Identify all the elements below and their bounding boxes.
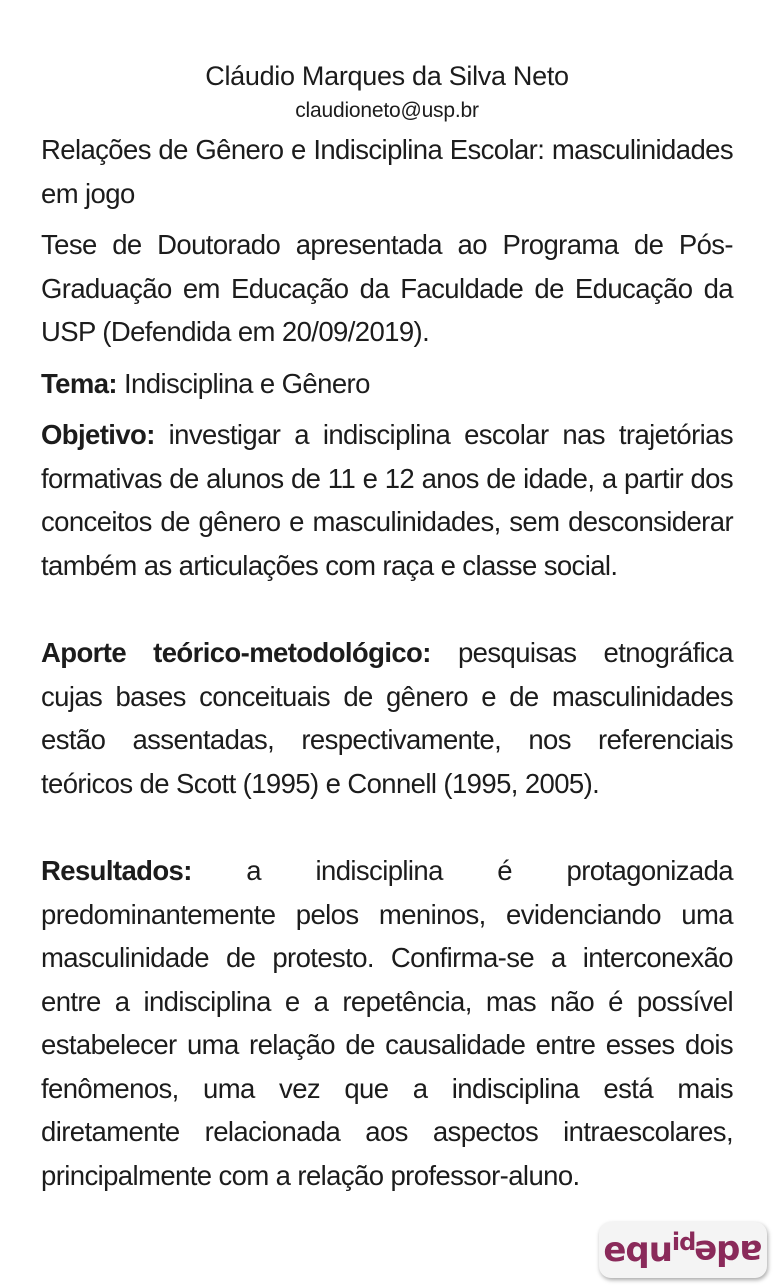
resultados-text: a indisciplina é protagonizada predominantemente pelos meninos, evidenciando uma masculinidade de protesto. Confirma-se a interconexão entre a indisciplina e a repetência, mas não é possível estabelecer uma relação de causalidade entre esses dois fenômenos, uma vez que a indisciplina está mais diretamente relacionada aos aspectos intraescolares, principalmente com a relação professor-aluno. — [41, 855, 733, 1191]
equidade-logo — [599, 1222, 767, 1278]
author-name: Cláudio Marques da Silva Neto — [205, 61, 569, 91]
resultados-label: Resultados: — [41, 855, 192, 886]
document-page — [41, 56, 733, 1197]
thesis-title: Relações de Gênero e Indisciplina Escolar: masculinidades em jogo — [41, 134, 733, 209]
aporte-label: Aporte teórico-metodológico: — [41, 637, 431, 668]
logo-text-flipped: ade — [695, 1232, 763, 1272]
author-email: claudioneto@usp.br — [295, 99, 479, 122]
logo-text-start: equ — [603, 1230, 672, 1270]
objetivo-text: investigar a indisciplina escolar nas trajetórias formativas de alunos de 11 e 12 anos de idade, a partir dos conceitos de gênero e masculinidades, sem desconsiderar também as articulações com raça e classe social. — [41, 419, 733, 581]
tema-label: Tema: — [41, 367, 117, 399]
thesis-description: Tese de Doutorado apresentada ao Programa de Pós-Graduação em Educação da Faculdade de Educação da USP (Defendida em 20/09/2019). — [41, 229, 733, 347]
logo-text-mid: id — [671, 1228, 696, 1256]
aporte-text: pesquisas etnográfica cujas bases conceituais de gênero e de masculinidades estão assentadas, respectivamente, nos referenciais teóricos de Scott (1995) e Connell (1995, 2005). — [41, 637, 734, 799]
objetivo-paragraph — [41, 413, 733, 587]
tema-text: Indisciplina e Gênero — [116, 367, 370, 399]
tema-paragraph — [41, 362, 733, 406]
objetivo-label: Objetivo: — [41, 419, 155, 450]
aporte-paragraph — [41, 631, 733, 805]
resultados-paragraph — [41, 849, 733, 1197]
